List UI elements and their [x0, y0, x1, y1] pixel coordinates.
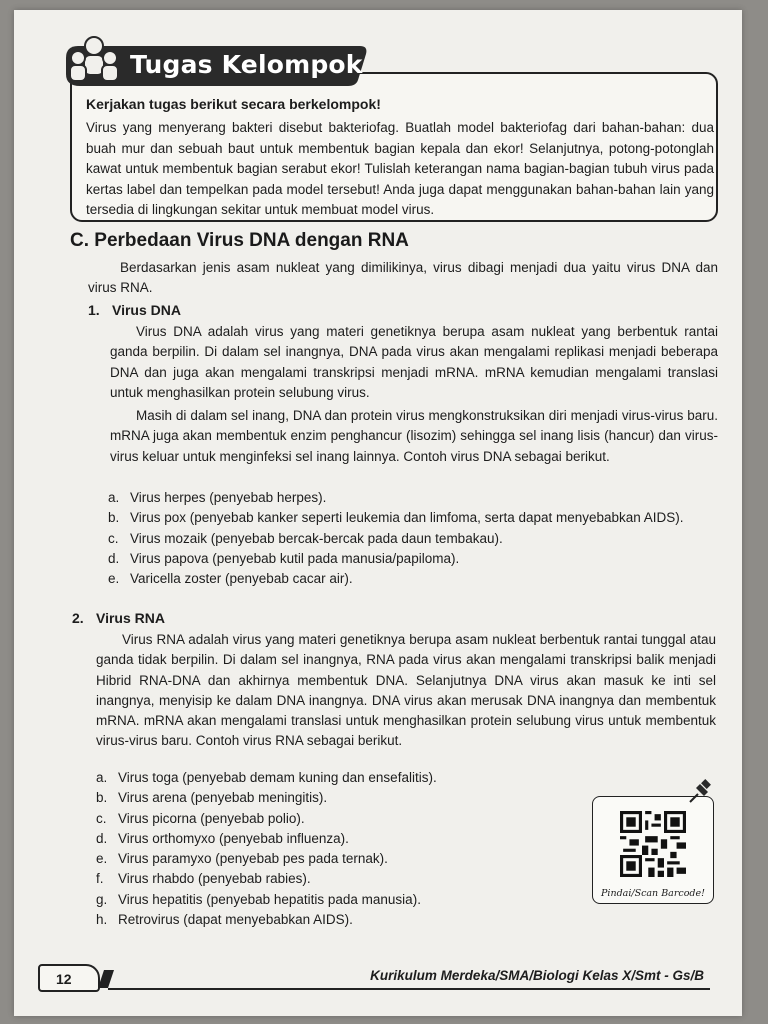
rna-example-list: [96, 768, 586, 930]
task-lead: Kerjakan tugas berikut secara berkelompok!: [86, 96, 381, 112]
book-page: [14, 10, 742, 1016]
task-text: Virus yang menyerang bakteri disebut bakteriofag. Buatlah model bakteriofag dari bahan-bahan: dua buah mur dan sebuah baut untuk membentuk bagian kepala dan ekor! Selanjutnya, potong-potonglah kawat untuk membentuk bagian serabut ekor! Tulislah keterangan nama bagian-bagian tubuh virus pada kertas label dan tempelkan pada model tersebut! Anda juga dapat menggunakan bahan-bahan lain yang tersedia di lingkungan sekitar untuk membuat model virus.: [86, 120, 714, 217]
list-item: d. Virus papova (penyebab kutil pada manusia/papiloma).: [108, 550, 460, 566]
section-intro: Berdasarkan jenis asam nukleat yang dimilikinya, virus dibagi menjadi dua yaitu virus DNA dan virus RNA.: [88, 260, 718, 295]
page-footer: [38, 962, 718, 990]
dna-example-list: [108, 488, 718, 589]
qr-caption: Pindai/Scan Barcode!: [601, 888, 705, 899]
list-item: e. Varicella zoster (penyebab cacar air).: [108, 571, 353, 587]
list-item: b. Virus arena (penyebab meningitis).: [96, 790, 328, 806]
rna-number: 2.: [72, 610, 84, 626]
list-item: a. Virus herpes (penyebab herpes).: [108, 490, 327, 505]
footer-bar-icon: [96, 968, 116, 990]
section-title: C. Perbedaan Virus DNA dengan RNA: [70, 230, 409, 251]
list-item: f. Virus rhabdo (penyebab rabies).: [96, 871, 311, 887]
dna-paragraph-2: Masih di dalam sel inang, DNA dan protein virus mengkonstruksikan diri menjadi virus-virus baru. mRNA juga akan membentuk enzim penghancur (lisozim) sehingga sel inang lisis (hancur) dan virus-virus keluar untuk menginfeksi sel inang lainnya. Contoh virus DNA sebagai berikut.: [110, 408, 718, 464]
group-people-icon: [64, 34, 124, 84]
list-item: g. Virus hepatitis (penyebab hepatitis pada manusia).: [96, 891, 421, 907]
rna-heading-text: Virus RNA: [96, 610, 165, 626]
dna-heading-text: Virus DNA: [112, 302, 181, 318]
qr-code-card[interactable]: [592, 796, 714, 904]
footer-text: Kurikulum Merdeka/SMA/Biologi Kelas X/Smt - Gs/B: [370, 968, 704, 983]
dna-heading: [88, 302, 181, 318]
rna-paragraph-1: Virus RNA adalah virus yang materi genetiknya berupa asam nukleat berbentuk rantai tunggal atau ganda tidak berpilin. Di dalam sel inangnya, RNA pada virus akan mengalami transkripsi balik menjadi Hibrid RNA-DNA dan akhirnya membentuk DNA. Selanjutnya DNA virus akan masuk ke inti sel inangnya, menyisip ke dalam DNA inangnya. DNA virus akan merusak DNA inangnya dan membentuk mRNA. mRNA akan mengalami translasi untuk menghasilkan protein selubung virus untuk membentuk virus-virus baru. Contoh virus RNA sebagai berikut.: [96, 632, 716, 749]
group-task-box: [70, 72, 718, 222]
list-item: c. Virus mozaik (penyebab bercak-bercak pada daun tembakau).: [108, 530, 503, 546]
list-item: a. Virus toga (penyebab demam kuning dan ensefalitis).: [96, 770, 437, 785]
page-number-box: [38, 964, 100, 992]
list-item: d. Virus orthomyxo (penyebab influenza).: [96, 830, 349, 846]
dna-paragraph-1: Virus DNA adalah virus yang materi genetiknya berupa asam nukleat yang berbentuk rantai ganda berpilin. Di dalam sel inangnya, DNA pada virus akan mengalami replikasi menjadi beberapa DNA dan juga akan mengalami transkripsi menjadi mRNA. mRNA kemudian mengalami translasi untuk menghasilkan protein selubung virus.: [110, 324, 718, 400]
group-task-title: Tugas Kelompok: [130, 50, 363, 79]
list-item: b. Virus pox (penyebab kanker seperti leukemia dan limfoma, serta dapat menyebabkan AIDS).: [108, 510, 684, 526]
rna-heading: [72, 610, 165, 626]
footer-rule: [108, 988, 710, 990]
list-item: c. Virus picorna (penyebab polio).: [96, 810, 305, 826]
dna-number: 1.: [88, 302, 100, 318]
page-number: 12: [56, 971, 72, 987]
group-task-badge: [60, 40, 370, 90]
pushpin-icon: [684, 778, 714, 808]
list-item: e. Virus paramyxo (penyebab pes pada ternak).: [96, 851, 388, 867]
qr-code-icon[interactable]: [620, 811, 686, 877]
list-item: h. Retrovirus (dapat menyebabkan AIDS).: [96, 912, 353, 928]
